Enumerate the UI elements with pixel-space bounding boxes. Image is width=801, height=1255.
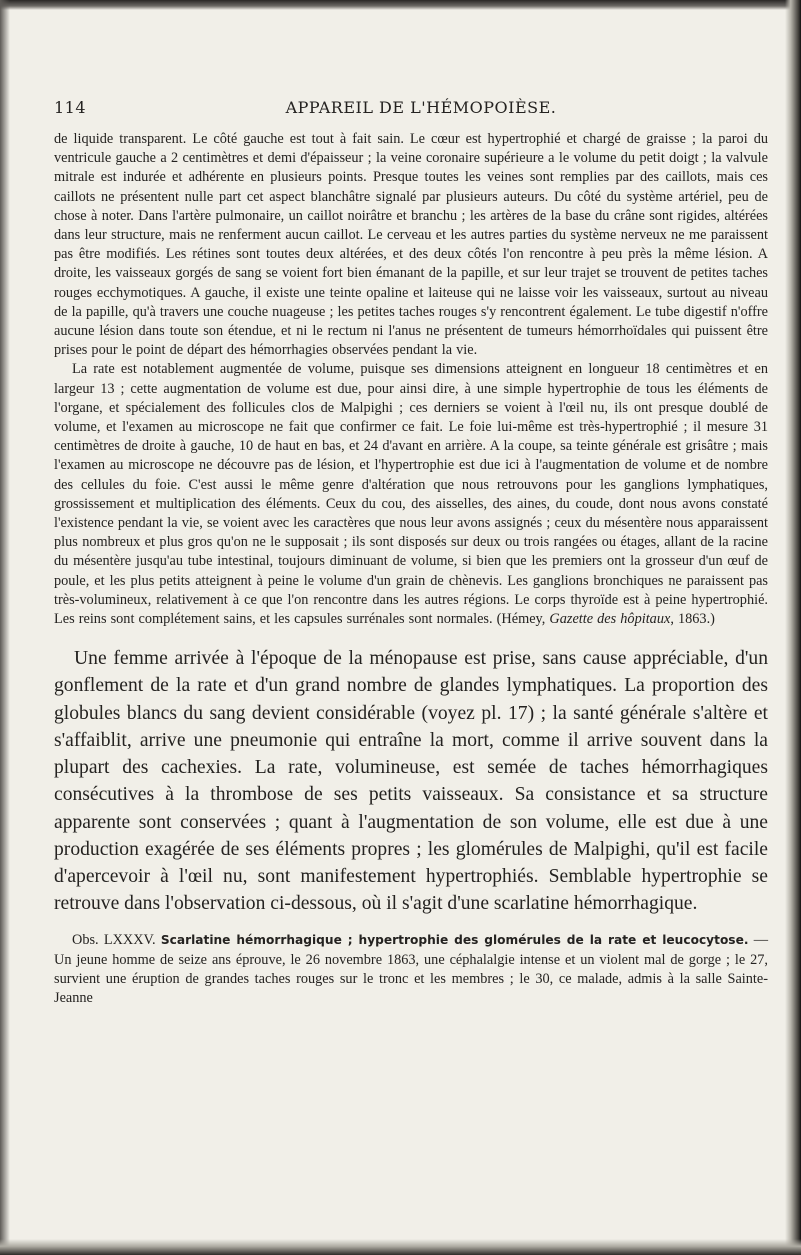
- citation-source: Gazette des hôpitaux: [549, 611, 671, 628]
- citation-year: , 1863.): [670, 611, 715, 628]
- scan-left-edge: [0, 0, 10, 1255]
- running-title: APPAREIL DE L'HÉMOPOIÈSE.: [285, 98, 557, 117]
- paragraph-autopsy-continued: de liquide transparent. Le côté gauche est tout à fait sain. Le cœur est hypertrophié et chargé de graisse ; la paroi du ventricule gauche a 2 centimètres et demi d'épaisseur ; la veine coronaire supérieure a le volume du petit doigt ; la valvule mitrale est indurée et adhérente en plusieurs points. Presque toutes les veines sont remplies par des caillots, mais ces caillots ne présentent nulle part cet aspect blanchâtre signalé par plusieurs auteurs. Du côté du système artériel, peu de chose à noter. Dans l'artère pulmonaire, un caillot noirâtre et branchu ; les artères de la base du crâne sont rigides, altérées dans leur structure, mais ne renferment aucun caillot. Le cerveau et les autres parties du système nerveux ne me paraissent pas être modifiés. Les rétines sont toutes deux altérées, et des deux côtés l'on rencontre à peu près la même lésion. A droite, les vaisseaux gorgés de sang se voient fort bien émanant de la papille, et sur leur trajet se trouvent de petites taches rouges ecchymotiques. A gauche, il existe une teinte opaline et laiteuse qui ne laisse voir les vaisseaux, surtout au niveau de la papille, qu'à travers une couche nuageuse ; les petites taches rouges s'y rencontrent également. Le tube digestif n'offre aucune lésion dans toute son étendue, et ni le rectum ni l'anus ne présentent de tumeurs hémorrhoïdales qui puissent être prises pour le point de départ des hémorrhagies observées pendant la vie.: [54, 131, 768, 359]
- page-number: 114: [54, 98, 87, 117]
- book-page: [54, 98, 768, 1008]
- running-head: [54, 98, 768, 120]
- scan-bottom-edge: [0, 1239, 801, 1255]
- scan-right-edge: [785, 0, 801, 1255]
- scan-top-edge: [0, 0, 801, 10]
- paragraph-spleen-liver-text: La rate est notablement augmentée de volume, puisque ses dimensions atteignent en longueur 18 centimètres et en largeur 13 ; cette augmentation de volume est due, pour ainsi dire, à une simple hypertrophie de tous les éléments de l'organe, et spécialement des follicules clos de Malpighi ; ces derniers se voient à l'œil nu, ils ont presque doublé de volume, et l'examen au microscope ne fait que confirmer ce fait. Le foie lui-même est très-hypertrophié ; il mesure 31 centimètres de droite à gauche, 10 de haut en bas, et 24 d'avant en arrière. A la coupe, sa teinte générale est grisâtre ; mais l'examen au microscope ne découvre pas de lésion, et l'hypertrophie est due ici à l'augmentation de volume et de nombre des cellules du foie. C'est aussi le même genre d'altération que nous retrouvons pour les ganglions lymphatiques, grossissement et multiplication des éléments. Ceux du cou, des aisselles, des aines, du coude, dont nous avons constaté l'existence pendant la vie, se voient avec les caractères que nous leur avons assignés ; ceux du mésentère nous apparaissent plus nombreux et plus gros qu'on ne le supposait ; ils sont disposés sur deux ou trois rangées ou étages, allant de la racine du mésentère jusqu'au tube intestinal, toujours diminuant de volume, si bien que les premiers ont la grosseur d'un œuf de poule, et les plus petits atteignent à peine le volume d'un grain de chènevis. Les ganglions bronchiques ne paraissent pas très-volumineux, relativement à ce que l'on rencontre dans les autres régions. Le corps thyroïde est à peine hypertrophié. Les reins sont complétement sains, et les capsules surrénales sont normales. (Hémey,: [54, 361, 768, 628]
- observation-85: [54, 931, 768, 1008]
- observation-text: — Un jeune homme de seize ans éprouve, le 26 novembre 1863, une céphalalgie intense et un violent mal de gorge ; le 27, survient une éruption de grandes taches rouges sur le tronc et les membres ; le 30, ce malade, admis à la salle Sainte-Jeanne: [54, 932, 769, 1006]
- paragraph-spleen-liver: [54, 360, 768, 629]
- observation-label: Obs. LXXXV.: [72, 932, 161, 949]
- observation-heading: Scarlatine hémorrhagique ; hypertrophie des glomérules de la rate et leucocytose.: [160, 933, 749, 948]
- paragraph-menopause-case: Une femme arrivée à l'époque de la ménopause est prise, sans cause appréciable, d'un gonflement de la rate et d'un grand nombre de glandes lymphatiques. La proportion des globules blancs du sang devient considérable (voyez pl. 17) ; la santé générale s'altère et s'affaiblit, arrive une pneumonie qui entraîne la mort, comme il arrive souvent dans la plupart des cachexies. La rate, volumineuse, est semée de taches hémorrhagiques consécutives à la thrombose de ses petits vaisseaux. Sa consistance et sa structure apparente sont conservées ; quant à l'augmentation de son volume, elle est due à une production exagérée de ses éléments propres ; les glomérules de Malpighi, qu'il est facile d'apercevoir à l'œil nu, sont manifestement hypertrophiés. Semblable hypertrophie se retrouve dans l'observation ci-dessous, où il s'agit d'une scarlatine hémorrhagique.: [54, 648, 768, 915]
